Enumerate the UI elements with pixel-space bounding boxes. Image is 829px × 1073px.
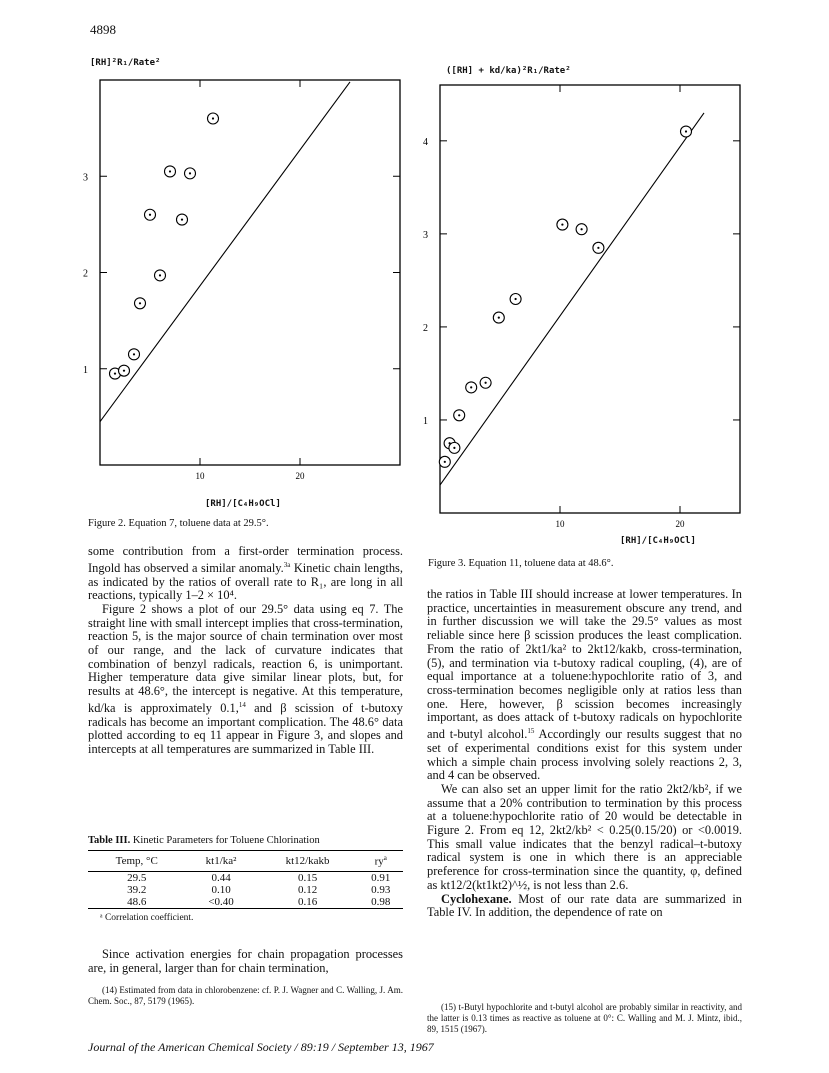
- x-tick-label: 10: [195, 471, 205, 481]
- data-point-center: [159, 274, 161, 276]
- fig2-caption: Figure 2. Equation 7, toluene data at 29.5°.: [88, 518, 269, 529]
- fit-line: [440, 113, 704, 485]
- right-p1: the ratios in Table III should increase at lower temperatures. In practice, uncertainties in measurement obscure any trend, and in further discussion we will take the 29.5° values as most reliable since here β scission produces the least complication. From the ratio of 2kt1/ka² to 2kt12/kakb, cross-termination, (5), and termination via t-butoxy radical coupling, (4), are of equal importance at a toluene:hypochlorite ratio of 3, and cross-termination becomes negligible only at ratios less than one. Here, however, β scission becomes increasingly important, as does attack of t-butoxy radicals on hypochlorite and t-butyl alcohol.: [427, 587, 742, 742]
- table3-grid: [88, 850, 403, 909]
- data-point-center: [123, 370, 125, 372]
- y-tick-label: 1: [83, 364, 88, 376]
- data-point-center: [453, 447, 455, 449]
- left-p2-sup: 14: [238, 700, 246, 709]
- table3-header: Temp, °C: [88, 851, 185, 872]
- footnote-14: (14) Estimated from data in chlorobenzene: cf. P. J. Wagner and C. Walling, J. Am. Chem. Soc., 87, 5179 (1965).: [88, 985, 403, 1006]
- left-p2b: and β scission of t-butoxy radicals has become an important complication. The 48.6° data plotted according to eq 11 appear in Figure 3, and slopes and intercepts at all temperatures are summarized in Table III.: [88, 700, 403, 757]
- table-row: 29.5 0.44 0.15 0.91: [127, 871, 391, 884]
- left-column: [88, 545, 403, 757]
- fit-line: [100, 82, 350, 422]
- data-point-center: [581, 228, 583, 230]
- left-p3: Since activation energies for chain propagation processes are, in general, larger than for chain termination,: [88, 947, 403, 975]
- left-p1: some contribution from a first-order termination process. Ingold has observed a similar anomaly.: [88, 544, 403, 575]
- table3-header: kt12/kakb: [257, 851, 359, 872]
- fig3-ylabel: ([RH] + kd/ka)²R₁/Rate²: [446, 66, 571, 76]
- y-tick-label: 3: [83, 172, 88, 184]
- plot-frame: [100, 80, 400, 465]
- data-point-center: [133, 353, 135, 355]
- x-tick-label: 20: [675, 519, 685, 529]
- footnote-15: (15) t-Butyl hypochlorite and t-butyl alcohol are probably similar in reactivity, and the latter is 0.13 times as reactive as toluene at 0°: C. Walling and M. J. Mintz, ibid., 89, 1515 (1967).: [427, 1002, 742, 1034]
- data-point-center: [139, 302, 141, 304]
- table-3: [88, 835, 403, 923]
- data-point-center: [114, 372, 116, 374]
- data-point-center: [169, 170, 171, 172]
- data-point-center: [181, 218, 183, 220]
- data-point-center: [561, 223, 563, 225]
- page-number: 4898: [90, 22, 116, 37]
- table3-header: kt1/ka²: [185, 851, 256, 872]
- table3-subtitle: Kinetic Parameters for Toluene Chlorination: [132, 835, 320, 846]
- y-tick-label: 4: [423, 136, 428, 148]
- data-point-center: [189, 172, 191, 174]
- data-point-center: [444, 461, 446, 463]
- data-point-center: [685, 130, 687, 132]
- left-p1b: Kinetic chain lengths, as indicated by the ratios of overall rate to R₁, are long in all reactions, typically 1–2 × 10⁴.: [88, 560, 403, 603]
- right-column: [427, 588, 742, 920]
- right-p1-sup: 15: [527, 727, 535, 736]
- fig2-xlabel: [RH]/[C₄H₉OCl]: [205, 499, 281, 509]
- data-point-center: [149, 214, 151, 216]
- fig2-ylabel: [RH]²R₁/Rate²: [90, 58, 161, 68]
- table-row: 48.6 <0.40 0.16 0.98: [88, 896, 403, 909]
- data-point-center: [597, 247, 599, 249]
- right-p2: We can also set an upper limit for the ratio 2kt2/kb², if we assume that a 20% contribution to termination by this process at a toluene:hypochlorite ratio of 20 would be detectable in Figure 2. From eq 12, 2kt2/kb² < 0.25(0.15/20) or <0.0019. This small value indicates that the benzyl radical–t-butoxy radical system is one in which there is an appreciable preference for cross-termination since the quantity, φ, defined as kt12/2(kt1kt2)^½, is not less than 2.6.: [427, 781, 742, 892]
- data-point-center: [485, 382, 487, 384]
- journal-footer: Journal of the American Chemical Society / 89:19 / September 13, 1967: [88, 1040, 434, 1054]
- fig3-xlabel: [RH]/[C₄H₉OCl]: [620, 536, 696, 546]
- y-tick-label: 3: [423, 229, 428, 241]
- figure-2-plot: [80, 70, 420, 510]
- table3-header: $ry^a$: [358, 851, 403, 872]
- left-p1-sup: 3a: [283, 560, 291, 569]
- fig3-caption: Figure 3. Equation 11, toluene data at 48.6°.: [428, 558, 614, 569]
- data-point-center: [212, 117, 214, 119]
- y-tick-label: 2: [83, 268, 88, 280]
- cyclohexane-heading: Cyclohexane.: [441, 891, 512, 906]
- data-point-center: [470, 386, 472, 388]
- x-tick-label: 20: [295, 471, 305, 481]
- y-tick-label: 2: [423, 322, 428, 334]
- figure-3-plot: [420, 80, 760, 529]
- right-p3: Most of our rate data are summarized in Table IV. In addition, the dependence of rate on: [427, 891, 742, 920]
- plot-frame: [440, 85, 740, 513]
- table3-title: Table III.: [88, 835, 131, 846]
- right-p1b: Accordingly our results suggest that no set of experimental conditions exist for this system under which a simple chain process involving solely reactions 2, 3, and 4 can be observed.: [427, 727, 742, 783]
- data-point-center: [458, 414, 460, 416]
- table3-footnote: ᵃ Correlation coefficient.: [100, 912, 194, 923]
- x-tick-label: 10: [555, 519, 565, 529]
- left-p2a: Figure 2 shows a plot of our 29.5° data using eq 7. The straight line with small intercept implies that cross-termination, reaction 5, is the major source of chain termination over most of our range, and the lack of curvature indicates that combination of benzyl radicals, reaction 6, is unimportant. Higher temperature data give similar linear plots, but, for results at 48.6°, the intercept is negative. At this temperature, kd/ka is approximately 0.1,: [88, 601, 403, 715]
- data-point-center: [498, 317, 500, 319]
- y-tick-label: 1: [423, 415, 428, 427]
- data-point-center: [515, 298, 517, 300]
- table-row: 39.2 0.10 0.12 0.93: [127, 883, 391, 896]
